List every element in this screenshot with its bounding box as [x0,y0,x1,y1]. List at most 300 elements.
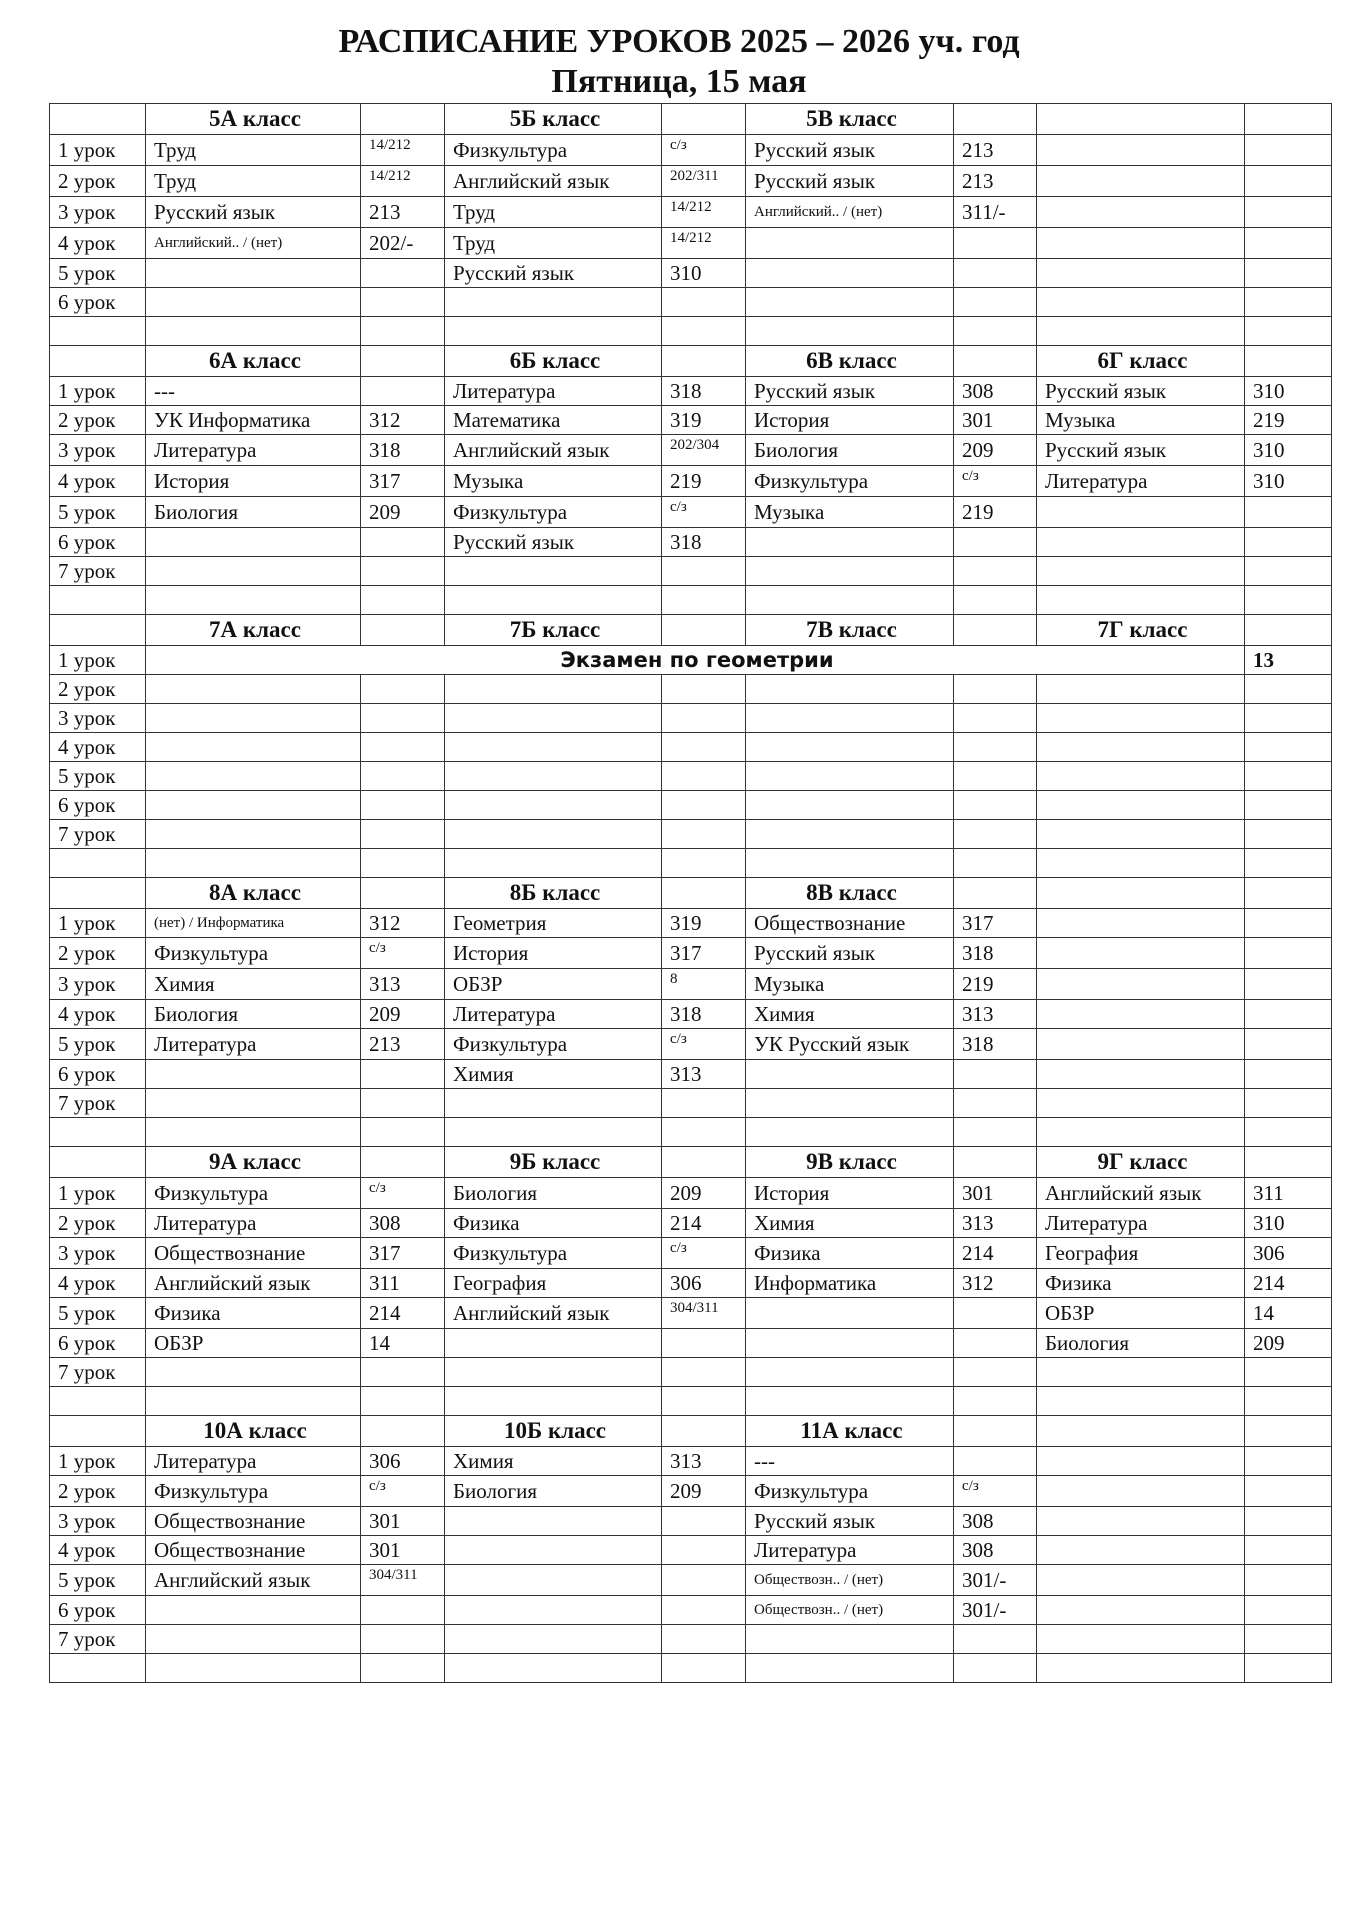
subject-cell [1037,166,1245,197]
blank-cell [1245,878,1332,909]
blank-cell [1245,1654,1332,1683]
subject-cell: Литература [1037,466,1245,497]
subject-cell [146,704,361,733]
subject-cell: Биология [445,1476,662,1507]
blank-cell [1245,1416,1332,1447]
room-cell: 304/311 [361,1565,445,1596]
blank-cell [954,1147,1037,1178]
room-cell [1245,1447,1332,1476]
room-cell [361,675,445,704]
blank-cell [1245,1387,1332,1416]
room-cell [361,1060,445,1089]
room-cell: с/з [361,1476,445,1507]
room-cell: с/з [361,938,445,969]
subject-cell: Русский язык [746,135,954,166]
subject-cell [146,762,361,791]
class-name: 9В класс [746,1147,954,1178]
subject-cell [1037,1000,1245,1029]
blank-cell [662,104,746,135]
subject-cell [746,820,954,849]
room-cell [662,1565,746,1596]
room-cell: 313 [662,1447,746,1476]
blank-cell [50,1147,146,1178]
room-cell [1245,1507,1332,1536]
lesson-number: 3 урок [50,704,146,733]
lesson-row [50,528,1332,557]
blank-cell [361,1147,445,1178]
blank-cell [1037,586,1245,615]
subject-cell [1037,1596,1245,1625]
room-cell: 301 [954,1178,1037,1209]
room-cell [954,1625,1037,1654]
room-cell [662,704,746,733]
subject-cell: Английский язык [445,1298,662,1329]
subject-cell: Физкультура [445,1029,662,1060]
subject-cell [445,704,662,733]
blank-cell [445,317,662,346]
blank-cell [146,317,361,346]
blank-cell [50,878,146,909]
room-cell: 214 [361,1298,445,1329]
class-header-row [50,104,1332,135]
lesson-number: 1 урок [50,135,146,166]
blank-cell [50,1387,146,1416]
lesson-number: 5 урок [50,1298,146,1329]
room-cell: с/з [954,1476,1037,1507]
subject-cell: История [445,938,662,969]
class-name: 9А класс [146,1147,361,1178]
subject-cell: Химия [746,1209,954,1238]
lesson-row [50,704,1332,733]
blank-cell [662,878,746,909]
lesson-row [50,1060,1332,1089]
blank-cell [662,346,746,377]
subject-cell [1037,259,1245,288]
room-cell [1245,497,1332,528]
blank-cell [146,1387,361,1416]
blank-cell [662,1387,746,1416]
room-cell: 306 [1245,1238,1332,1269]
class-name: 8В класс [746,878,954,909]
subject-cell [146,557,361,586]
room-cell [1245,675,1332,704]
room-cell [662,1625,746,1654]
room-cell: 319 [662,909,746,938]
room-cell: 14/212 [662,228,746,259]
room-cell [361,557,445,586]
room-cell: 8 [662,969,746,1000]
room-cell [954,228,1037,259]
room-cell: 312 [361,406,445,435]
room-cell [361,820,445,849]
blank-cell [954,346,1037,377]
lesson-number: 2 урок [50,406,146,435]
subject-cell [1037,820,1245,849]
room-cell [361,733,445,762]
subject-cell [146,288,361,317]
subject-cell [746,704,954,733]
lesson-row [50,135,1332,166]
spacer-row [50,1654,1332,1683]
lesson-number: 3 урок [50,969,146,1000]
lesson-row [50,1209,1332,1238]
subject-cell [746,791,954,820]
room-cell [954,1358,1037,1387]
room-cell [1245,1089,1332,1118]
lesson-number: 6 урок [50,1596,146,1625]
lesson-row [50,1178,1332,1209]
blank-cell [662,1147,746,1178]
lesson-number: 2 урок [50,1209,146,1238]
blank-cell [445,849,662,878]
spacer-row [50,1387,1332,1416]
page-subtitle: Пятница, 15 мая [551,63,807,100]
room-cell [1245,762,1332,791]
blank-cell [445,1387,662,1416]
room-cell [361,1089,445,1118]
room-cell [954,675,1037,704]
lesson-row [50,1269,1332,1298]
blank-cell [361,1387,445,1416]
blank-cell [746,586,954,615]
lesson-row [50,1238,1332,1269]
blank-cell [954,849,1037,878]
schedule-table [49,103,1332,1683]
room-cell: 213 [954,166,1037,197]
room-cell: 317 [361,466,445,497]
room-cell: 308 [954,1507,1037,1536]
room-cell [1245,733,1332,762]
room-cell: 310 [1245,466,1332,497]
subject-cell [1037,1565,1245,1596]
lesson-number: 7 урок [50,557,146,586]
room-cell [954,733,1037,762]
blank-cell [1037,1387,1245,1416]
room-cell [954,1298,1037,1329]
exam-note: Экзамен по геометрии [146,646,1245,675]
lesson-number: 6 урок [50,528,146,557]
room-cell [662,1358,746,1387]
room-cell [1245,909,1332,938]
room-cell [1245,1029,1332,1060]
room-cell [662,675,746,704]
blank-cell [746,1654,954,1683]
room-cell: 209 [361,1000,445,1029]
subject-cell: Обществознание [746,909,954,938]
subject-cell [746,259,954,288]
room-cell [361,288,445,317]
room-cell: 209 [361,497,445,528]
lesson-row [50,1029,1332,1060]
room-cell: 311 [361,1269,445,1298]
room-cell [361,528,445,557]
room-cell: 318 [361,435,445,466]
room-cell: с/з [662,1238,746,1269]
subject-cell: Математика [445,406,662,435]
room-cell: 311/- [954,197,1037,228]
room-cell [1245,704,1332,733]
lesson-number: 1 урок [50,1178,146,1209]
subject-cell: Геометрия [445,909,662,938]
subject-cell: Литература [146,1209,361,1238]
exam-room: 13 [1245,646,1332,675]
room-cell [361,791,445,820]
room-cell [1245,938,1332,969]
subject-cell: Труд [146,135,361,166]
room-cell [1245,1536,1332,1565]
subject-cell: Английский язык [445,166,662,197]
room-cell [361,1358,445,1387]
blank-cell [746,1387,954,1416]
blank-cell [146,1118,361,1147]
class-name: 6А класс [146,346,361,377]
class-name: 7В класс [746,615,954,646]
subject-cell: Информатика [746,1269,954,1298]
subject-cell [146,1596,361,1625]
subject-cell: Русский язык [1037,435,1245,466]
room-cell: 14 [361,1329,445,1358]
subject-cell [146,820,361,849]
blank-cell [361,878,445,909]
room-cell: 209 [662,1476,746,1507]
room-cell: 214 [1245,1269,1332,1298]
room-cell: 14/212 [361,166,445,197]
subject-cell: Литература [445,1000,662,1029]
subject-cell [746,228,954,259]
room-cell: 317 [361,1238,445,1269]
lesson-row [50,497,1332,528]
room-cell [1245,135,1332,166]
lesson-number: 4 урок [50,1000,146,1029]
subject-cell [746,1329,954,1358]
room-cell: 313 [662,1060,746,1089]
class-name: 5В класс [746,104,954,135]
subject-cell: Химия [746,1000,954,1029]
room-cell: 308 [954,377,1037,406]
subject-cell [1037,1476,1245,1507]
subject-cell: Физкультура [146,1178,361,1209]
subject-cell [445,820,662,849]
subject-cell: Физкультура [746,466,954,497]
room-cell [1245,969,1332,1000]
subject-cell [1037,938,1245,969]
lesson-number: 5 урок [50,762,146,791]
blank-cell [361,1118,445,1147]
room-cell [954,1089,1037,1118]
subject-cell: Литература [146,435,361,466]
subject-cell [146,528,361,557]
blank-cell [662,1654,746,1683]
room-cell: 317 [954,909,1037,938]
room-cell: 310 [1245,1209,1332,1238]
blank-cell [662,849,746,878]
lesson-number: 2 урок [50,675,146,704]
subject-cell [445,791,662,820]
room-cell: 304/311 [662,1298,746,1329]
room-cell [1245,1060,1332,1089]
room-cell [954,557,1037,586]
subject-cell: Музыка [746,969,954,1000]
blank-cell [50,104,146,135]
lesson-row [50,166,1332,197]
subject-cell: Обществознание [146,1238,361,1269]
subject-cell: Химия [445,1060,662,1089]
subject-cell: История [146,466,361,497]
subject-cell: Русский язык [746,1507,954,1536]
room-cell: 213 [954,135,1037,166]
subject-cell [146,1060,361,1089]
room-cell: 14 [1245,1298,1332,1329]
blank-cell [1037,849,1245,878]
lesson-number: 4 урок [50,1536,146,1565]
room-cell: 301 [361,1507,445,1536]
lesson-number: 1 урок [50,646,146,675]
lesson-row [50,646,1332,675]
lesson-row [50,1536,1332,1565]
lesson-row [50,733,1332,762]
lesson-row [50,820,1332,849]
class-name: 6Б класс [445,346,662,377]
subject-cell: ОБЗР [146,1329,361,1358]
subject-cell: Английский язык [445,435,662,466]
subject-cell: Труд [445,228,662,259]
subject-cell [1037,228,1245,259]
room-cell: 219 [954,497,1037,528]
room-cell [1245,791,1332,820]
room-cell: 318 [954,938,1037,969]
room-cell [361,1596,445,1625]
subject-cell: Физика [445,1209,662,1238]
room-cell: с/з [361,1178,445,1209]
subject-cell: Русский язык [445,259,662,288]
subject-cell: Русский язык [746,166,954,197]
lesson-row [50,1625,1332,1654]
room-cell: 319 [662,406,746,435]
class-name: 5Б класс [445,104,662,135]
subject-cell: Английский.. / (нет) [746,197,954,228]
room-cell: 306 [361,1447,445,1476]
room-cell: 313 [361,969,445,1000]
subject-cell: Музыка [445,466,662,497]
lesson-row [50,938,1332,969]
subject-cell [445,1536,662,1565]
subject-cell: Труд [445,197,662,228]
lesson-number: 3 урок [50,1238,146,1269]
blank-cell [954,1416,1037,1447]
subject-cell [1037,1089,1245,1118]
subject-cell: Обществознание [146,1507,361,1536]
subject-cell: География [1037,1238,1245,1269]
room-cell [662,1536,746,1565]
lesson-row [50,791,1332,820]
lesson-row [50,1329,1332,1358]
blank-cell [662,1118,746,1147]
room-cell [1245,528,1332,557]
subject-cell: ОБЗР [1037,1298,1245,1329]
room-cell [954,791,1037,820]
subject-cell [746,762,954,791]
blank-cell [954,104,1037,135]
blank-cell [954,615,1037,646]
room-cell [954,820,1037,849]
class-header-row [50,1416,1332,1447]
subject-cell: Музыка [746,497,954,528]
blank-cell [954,1387,1037,1416]
subject-cell: Обществозн.. / (нет) [746,1565,954,1596]
room-cell [662,1596,746,1625]
blank-cell [1245,849,1332,878]
subject-cell [1037,135,1245,166]
blank-cell [954,317,1037,346]
blank-cell [50,1416,146,1447]
room-cell: 301/- [954,1565,1037,1596]
lesson-number: 6 урок [50,1060,146,1089]
blank-cell [662,1416,746,1447]
subject-cell: Английский язык [1037,1178,1245,1209]
room-cell [954,1447,1037,1476]
blank-cell [1245,1118,1332,1147]
subject-cell [146,733,361,762]
subject-cell: Физкультура [746,1476,954,1507]
subject-cell: Биология [445,1178,662,1209]
room-cell: 214 [662,1209,746,1238]
class-name: 7Б класс [445,615,662,646]
blank-cell [954,878,1037,909]
subject-cell [1037,1060,1245,1089]
subject-cell [746,1625,954,1654]
blank-cell [1245,104,1332,135]
subject-cell [1037,1536,1245,1565]
subject-cell: Физкультура [445,135,662,166]
blank-cell [445,1118,662,1147]
subject-cell [146,1625,361,1654]
subject-cell [1037,791,1245,820]
room-cell [361,762,445,791]
room-cell: 317 [662,938,746,969]
lesson-number: 5 урок [50,497,146,528]
room-cell: 301 [361,1536,445,1565]
room-cell: 213 [361,1029,445,1060]
subject-cell [1037,528,1245,557]
room-cell [1245,1565,1332,1596]
room-cell: 310 [662,259,746,288]
room-cell: с/з [662,1029,746,1060]
blank-cell [662,615,746,646]
class-name [1037,878,1245,909]
blank-cell [1037,1654,1245,1683]
subject-cell [1037,288,1245,317]
subject-cell: Обществозн.. / (нет) [746,1596,954,1625]
subject-cell: Физкультура [445,497,662,528]
blank-cell [361,1654,445,1683]
blank-cell [146,849,361,878]
spacer-row [50,1118,1332,1147]
blank-cell [1245,586,1332,615]
room-cell [1245,1000,1332,1029]
lesson-row [50,377,1332,406]
subject-cell [445,1625,662,1654]
subject-cell: Литература [746,1536,954,1565]
subject-cell [1037,1029,1245,1060]
spacer-row [50,317,1332,346]
lesson-row [50,1089,1332,1118]
class-header-row [50,878,1332,909]
room-cell [662,288,746,317]
room-cell [662,733,746,762]
subject-cell [1037,909,1245,938]
room-cell [662,1507,746,1536]
room-cell: 312 [954,1269,1037,1298]
